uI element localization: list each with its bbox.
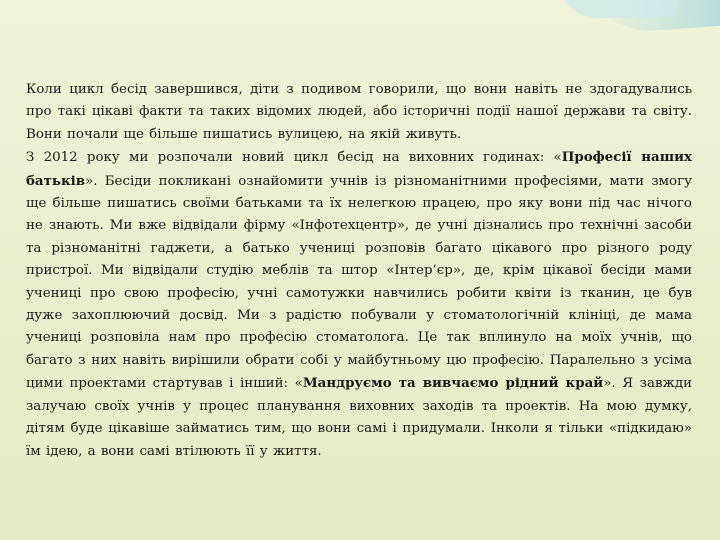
bold-title-travel: Мандруємо та вивчаємо рідний край [302,375,604,392]
paragraph-1: Коли цикл бесід завершився, діти з подивом говорили, що вони навіть не здогадувались про такі цікаві факти та таких відомих людей, або історичні події нашої держави та світу. Вони почали ще більше пишатись вулицею, на якій живуть. [26,82,692,142]
paragraph-2-part-1: З 2012 року ми розпочали новий цикл бесід на виховних годинах: « [26,150,562,166]
bold-title-professions: Професії наших батьків [26,149,693,189]
body-text [26,79,692,463]
paragraph-2 [26,146,692,463]
corner-decoration-secondary [560,0,680,18]
paragraph-2-part-2: ». Бесіди покликані ознайомити учнів із різноманітними професіями, мати змогу ще більше пишатись своїми батьками та їх нелегкою працею, про яку вони під час нічого не знають. Ми вже відвідали фірму «Інфотехцентр», де учні дізнались про технічні засоби та різноманітні гаджети, а батько учениці розповів багато цікавого про різного роду пристрої. Ми відвідали студію меблів та штор «Інтер’єр», де, крім цікавої бесіди мами учениці про свою професію, учні самотужки навчились робити квіти із тканин, це був дуже захоплюючий досвід. Ми з радістю побували у стоматологічній клініці, де мама учениці розповіла нам про професію стоматолога. Це так вплинуло на моїх учнів, що багато з них навіть вирішили обрати собі у майбутньому цю професію. Паралельно з усіма цими проектами стартував і інший: « [26,173,692,392]
paragraph-2-part-3: ». Я завжди залучаю своїх учнів у процес планування виховних заходів та проектів. На мою думку, дітям буде цікавіше займатись тим, що вони самі і придумали. Інколи я тільки «підкидаю» їм ідею, а вони самі втілюють її у життя. [26,376,692,459]
